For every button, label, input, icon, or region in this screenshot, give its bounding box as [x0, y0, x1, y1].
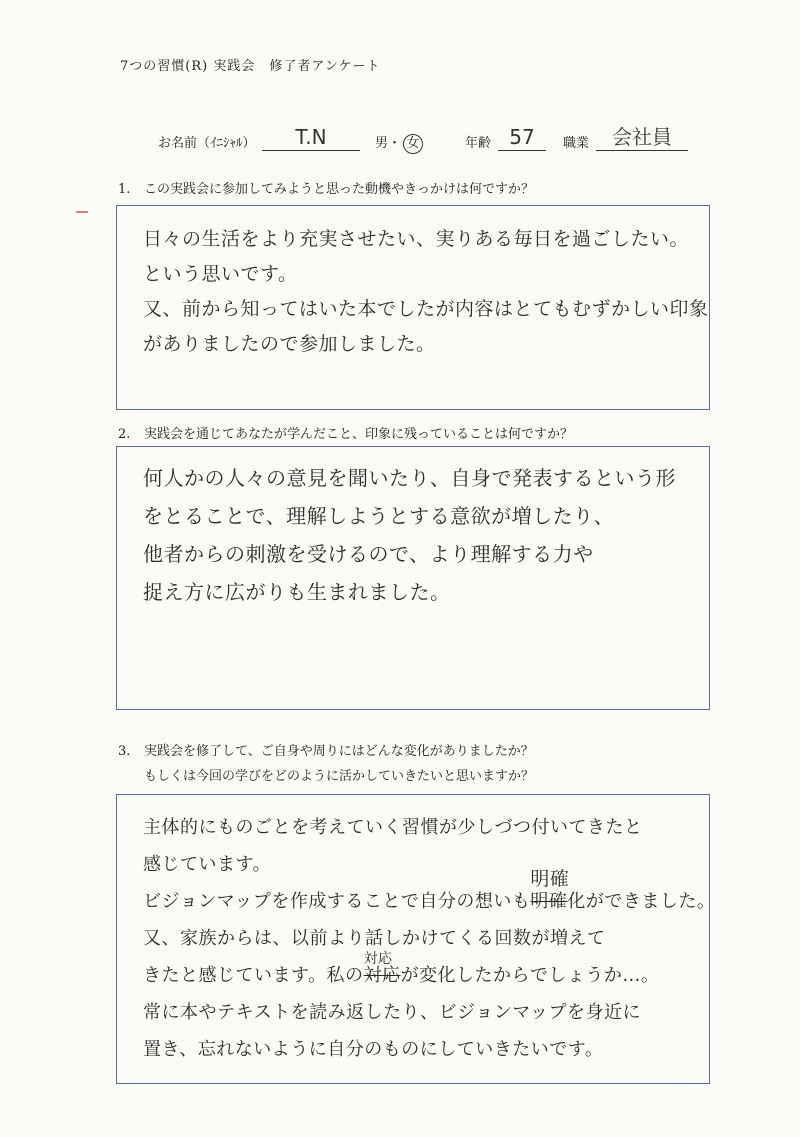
gender-female-circled: 女 [403, 134, 423, 154]
question-text: 実践会を通じてあなたが学んだこと、印象に残っていることは何ですか？ [144, 427, 574, 442]
answer-line: 捉え方に広がりも生まれました。 [143, 580, 451, 604]
question-number: 1. [118, 182, 131, 197]
correction-annotation [363, 951, 401, 986]
answer-line: という思いです。 [143, 263, 298, 285]
struck-text: 明確 [530, 891, 568, 912]
name-field: T.N [262, 124, 360, 151]
answer-text-2 [143, 459, 697, 611]
answer-line: 主体的にものごとを考えていく習慣が少しづつ付いてきたと [143, 817, 643, 838]
answer-line: 日々の生活をより充実させたい、実りある毎日を過ごしたい。 [143, 228, 690, 250]
gender-selector [375, 132, 423, 154]
question-number: 2. [118, 427, 131, 442]
question-text-2: もしくは今回の学びをどのように活かしていきたいと思いますか？ [144, 769, 535, 784]
occupation-field: 会社員 [596, 124, 688, 151]
question-number: 3. [118, 744, 131, 759]
name-label: お名前（ｲﾆｼｬﾙ） [158, 136, 256, 151]
answer-segment: 化ができました。 [567, 891, 716, 912]
answer-line: 又、前から知ってはいた本でしたが内容はとてもむずかしい印象 [143, 298, 709, 320]
struck-text: 対応 [363, 965, 401, 986]
gender-separator: ・ [388, 136, 402, 151]
age-field: 57 [498, 124, 546, 151]
annotation-above: 対応 [363, 951, 393, 967]
question-2 [118, 423, 573, 442]
respondent-info-row [0, 124, 800, 154]
occupation-label: 職業 [563, 136, 590, 151]
question-3 [118, 740, 534, 784]
stray-pen-mark [76, 211, 88, 213]
answer-line: 置き、忘れないように自分のものにしていきたいです。 [143, 1039, 604, 1060]
page-title: 7つの習慣(R) 実践会 修了者アンケート [120, 59, 381, 74]
age-label: 年齢 [465, 136, 492, 151]
answer-box-2 [116, 446, 710, 710]
answer-line: 何人かの人々の意見を聞いたり、自身で発表するという形 [143, 466, 676, 490]
answer-text-1 [143, 222, 709, 362]
question-text: この実践会に参加してみようと思った動機やきっかけは何ですか？ [144, 182, 535, 197]
answer-segment: ビジョンマップを作成することで自分の想いも [143, 891, 531, 912]
answer-segment: きたと感じています。私の [143, 965, 364, 986]
question-text: 実践会を修了して、ご自身や周りにはどんな変化がありましたか？ [144, 744, 534, 759]
correction-annotation [530, 868, 570, 912]
annotation-above: 明確 [530, 868, 570, 890]
answer-line: 感じています。 [143, 854, 272, 875]
answer-box-1 [116, 205, 710, 410]
gender-male: 男 [375, 136, 389, 151]
answer-line: がありましたので参加しました。 [143, 333, 436, 355]
answer-box-3 [116, 794, 716, 1084]
answer-line: 又、家族からは、以前より話しかけてくる回数が増えて [143, 928, 606, 949]
answer-line [143, 868, 716, 920]
answer-line [143, 951, 697, 994]
answer-line: 他者からの刺激を受けるので、より理解する力や [143, 542, 594, 566]
answer-text-3 [143, 809, 716, 1068]
answer-line: 常に本やテキストを読み返したり、ビジョンマップを身近に [143, 1002, 642, 1023]
question-1 [118, 178, 534, 197]
answer-line: をとることで、理解しようとする意欲が増したり、 [143, 504, 615, 528]
answer-segment: が変化したからでしょうか…。 [400, 965, 660, 986]
